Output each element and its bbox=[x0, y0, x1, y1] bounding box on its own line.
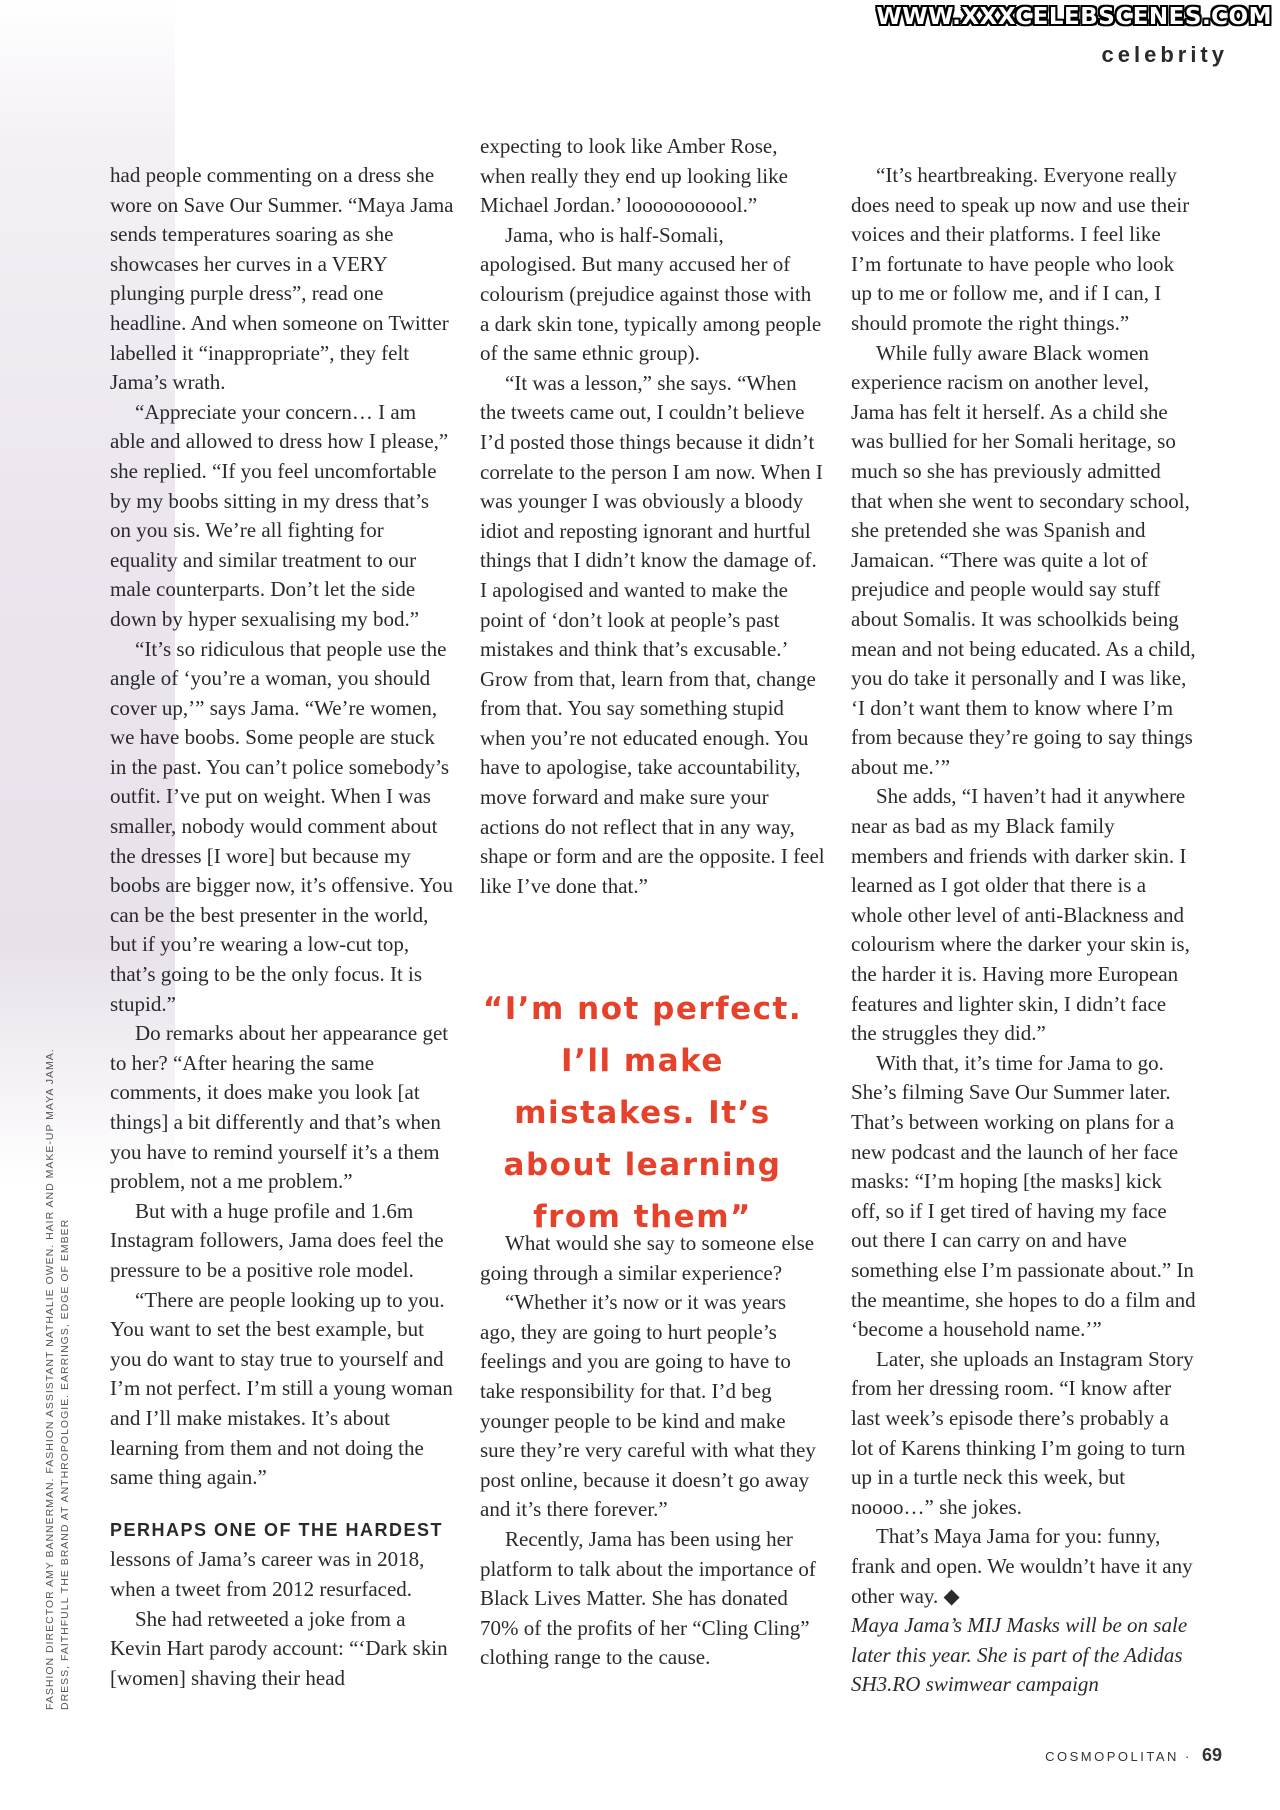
body-paragraph: She adds, “I haven’t had it anywhere near as bad as my Black family members and friends with darker skin. I learned as I got older that there is a whole other level of anti-Blackness and colourism where the darker your skin is, the harder it is. Having more European features and lighter skin, I didn’t face the struggles they did.” bbox=[851, 784, 1190, 1046]
page-footer bbox=[1045, 1745, 1222, 1766]
body-paragraph: “There are people looking up to you. You want to set the best example, but you do want to stay true to yourself and I’m not perfect. I’m still a young woman and I’ll make mistakes. It’s about learning from them and not doing the same thing again.” bbox=[110, 1287, 453, 1490]
subhead-rest: lessons of Jama’s career was in 2018, when a tweet from 2012 resurfaced. bbox=[110, 1547, 425, 1601]
section-label: celebrity bbox=[1101, 42, 1228, 67]
body-paragraph: “Whether it’s now or it was years ago, they are going to hurt people’s feelings and you are going to have to take responsibility for that. I’d beg younger people to be kind and make sure they’re very careful with what they post online, because it doesn’t go away and it’s there forever.” bbox=[480, 1290, 816, 1522]
body-paragraph: “It’s heartbreaking. Everyone really does need to speak up now and use their voices and their platforms. I feel like I’m fortunate to have people who look up to me or follow me, and if I can, I should promote the right things.” bbox=[851, 163, 1190, 335]
body-paragraph: “Appreciate your concern… I am able and allowed to dress how I please,” she replied. “If you feel uncomfortable by my boobs sitting in my dress that’s on you sis. We’re all fighting for equality and similar treatment to our male counterparts. Don’t let the side down by hyper sexualising my bod.” bbox=[110, 399, 449, 631]
body-paragraph: “It’s so ridiculous that people use the angle of ‘you’re a woman, you should cover up,’” says Jama. “We’re women, we have boobs. Some people are stuck in the past. You can’t police somebody’s outfit. I’ve put on weight. When I was smaller, nobody would comment about the dresses [I wore] but because my boobs are bigger now, it’s offensive. You can be the best presenter in the world, but if you’re wearing a low-cut top, that’s going to be the only focus. It is stupid.” bbox=[110, 636, 453, 1016]
body-paragraph: Later, she uploads an Instagram Story from her dressing room. “I know after last week’s episode there’s probably a lot of Karens thinking I’m going to turn up in a turtle neck this week, but noooo…” she jokes. bbox=[851, 1346, 1194, 1519]
column-2-continued bbox=[480, 1229, 825, 1673]
body-paragraph: “It was a lesson,” she says. “When the tweets came out, I couldn’t believe I’d posted those things because it didn’t correlate to the person I am now. When I was younger I was obviously a bloody idiot and reposting ignorant and hurtful things that I didn’t know the damage of. I apologised and wanted to make the point of ‘don’t look at people’s past mistakes and think that’s excusable.’ Grow from that, learn from that, change from that. You say something stupid when you’re not educated enough. You have to apologise, take accountability, move forward and make sure your actions do not reflect that in any way, shape or form and are the opposite. I feel like I’ve done that.” bbox=[480, 370, 825, 898]
body-paragraph: had people commenting on a dress she wore on Save Our Summer. “Maya Jama sends temperatures soaring as she showcases her curves in a VERY plunging purple dress”, read one headline. And when someone on Twitter labelled it “inappropriate”, they felt Jama’s wrath. bbox=[110, 163, 454, 395]
page-number: 69 bbox=[1201, 1745, 1222, 1765]
pull-quote: “I’m not perfect. I’ll make mistakes. It’s about learning from them” bbox=[482, 991, 803, 1235]
body-paragraph: What would she say to someone else going through a similar experience? bbox=[480, 1231, 815, 1285]
column-1 bbox=[110, 161, 455, 1693]
body-paragraph: Recently, Jama has been using her platform to talk about the importance of Black Lives Matter. She has donated 70% of the profits of her “Cling Cling” clothing range to the cause. bbox=[480, 1526, 816, 1670]
body-paragraph: That’s Maya Jama for you: funny, frank and open. We wouldn’t have it any other way. ◆ bbox=[851, 1524, 1193, 1608]
subhead-paragraph bbox=[110, 1515, 455, 1605]
subhead-lead: PERHAPS ONE OF THE HARDEST bbox=[110, 1519, 444, 1540]
column-2 bbox=[480, 132, 825, 901]
photo-credits bbox=[43, 910, 73, 1710]
column-3 bbox=[851, 161, 1196, 1700]
body-paragraph: expecting to look like Amber Rose, when really they end up looking like Michael Jordan.’ looooooooool.” bbox=[480, 134, 788, 218]
body-paragraph: She had retweeted a joke from a Kevin Hart parody account: “‘Dark skin [women] shaving their head bbox=[110, 1606, 448, 1690]
credits-line-1: FASHION DIRECTOR AMY BANNERMAN. FASHION ASSISTANT NATHALIE OWEN. HAIR AND MAKE-UP MAYA JAMA. bbox=[44, 1048, 56, 1710]
body-paragraph: But with a huge profile and 1.6m Instagram followers, Jama does feel the pressure to be a positive role model. bbox=[110, 1198, 444, 1282]
credits-line-2: DRESS, FAITHFULL THE BRAND AT ANTHROPOLOGIE. EARRINGS, EDGE OF EMBER bbox=[59, 1218, 71, 1710]
body-paragraph: With that, it’s time for Jama to go. She’s filming Save Our Summer later. That’s between working on plans for a new podcast and the launch of her face masks: “I’m hoping [the masks] kick off, so if I get tired of having my face out there I can carry on and have something else I’m passionate about.” In the meantime, she hopes to do a film and ‘become a household name.’” bbox=[851, 1050, 1196, 1342]
closing-note: Maya Jama’s MIJ Masks will be on sale later this year. She is part of the Adidas SH3.RO swimwear campaign bbox=[851, 1613, 1188, 1697]
body-paragraph: Do remarks about her appearance get to her? “After hearing the same comments, it does make you look [at things] a bit differently and that’s when you have to remind yourself it’s a them problem, not a me problem.” bbox=[110, 1021, 449, 1194]
watermark: WWW.XXXCELEBSCENES.COM bbox=[876, 4, 1272, 30]
body-paragraph: While fully aware Black women experience racism on another level, Jama has felt it herself. As a child she was bullied for her Somali heritage, so much so she has previously admitted that when she went to secondary school, she pretended she was Spanish and Jamaican. “There was quite a lot of prejudice and people would say stuff about Somalis. It was schoolkids being mean and not being educated. As a child, you do take it personally and I was like, ‘I don’t want them to know where I’m from because they’re going to say things about me.’” bbox=[851, 340, 1196, 779]
magazine-name: COSMOPOLITAN · bbox=[1045, 1749, 1192, 1764]
body-paragraph: Jama, who is half-Somali, apologised. But many accused her of colourism (prejudice against those with a dark skin tone, typically among people of the same ethnic group). bbox=[480, 222, 822, 366]
